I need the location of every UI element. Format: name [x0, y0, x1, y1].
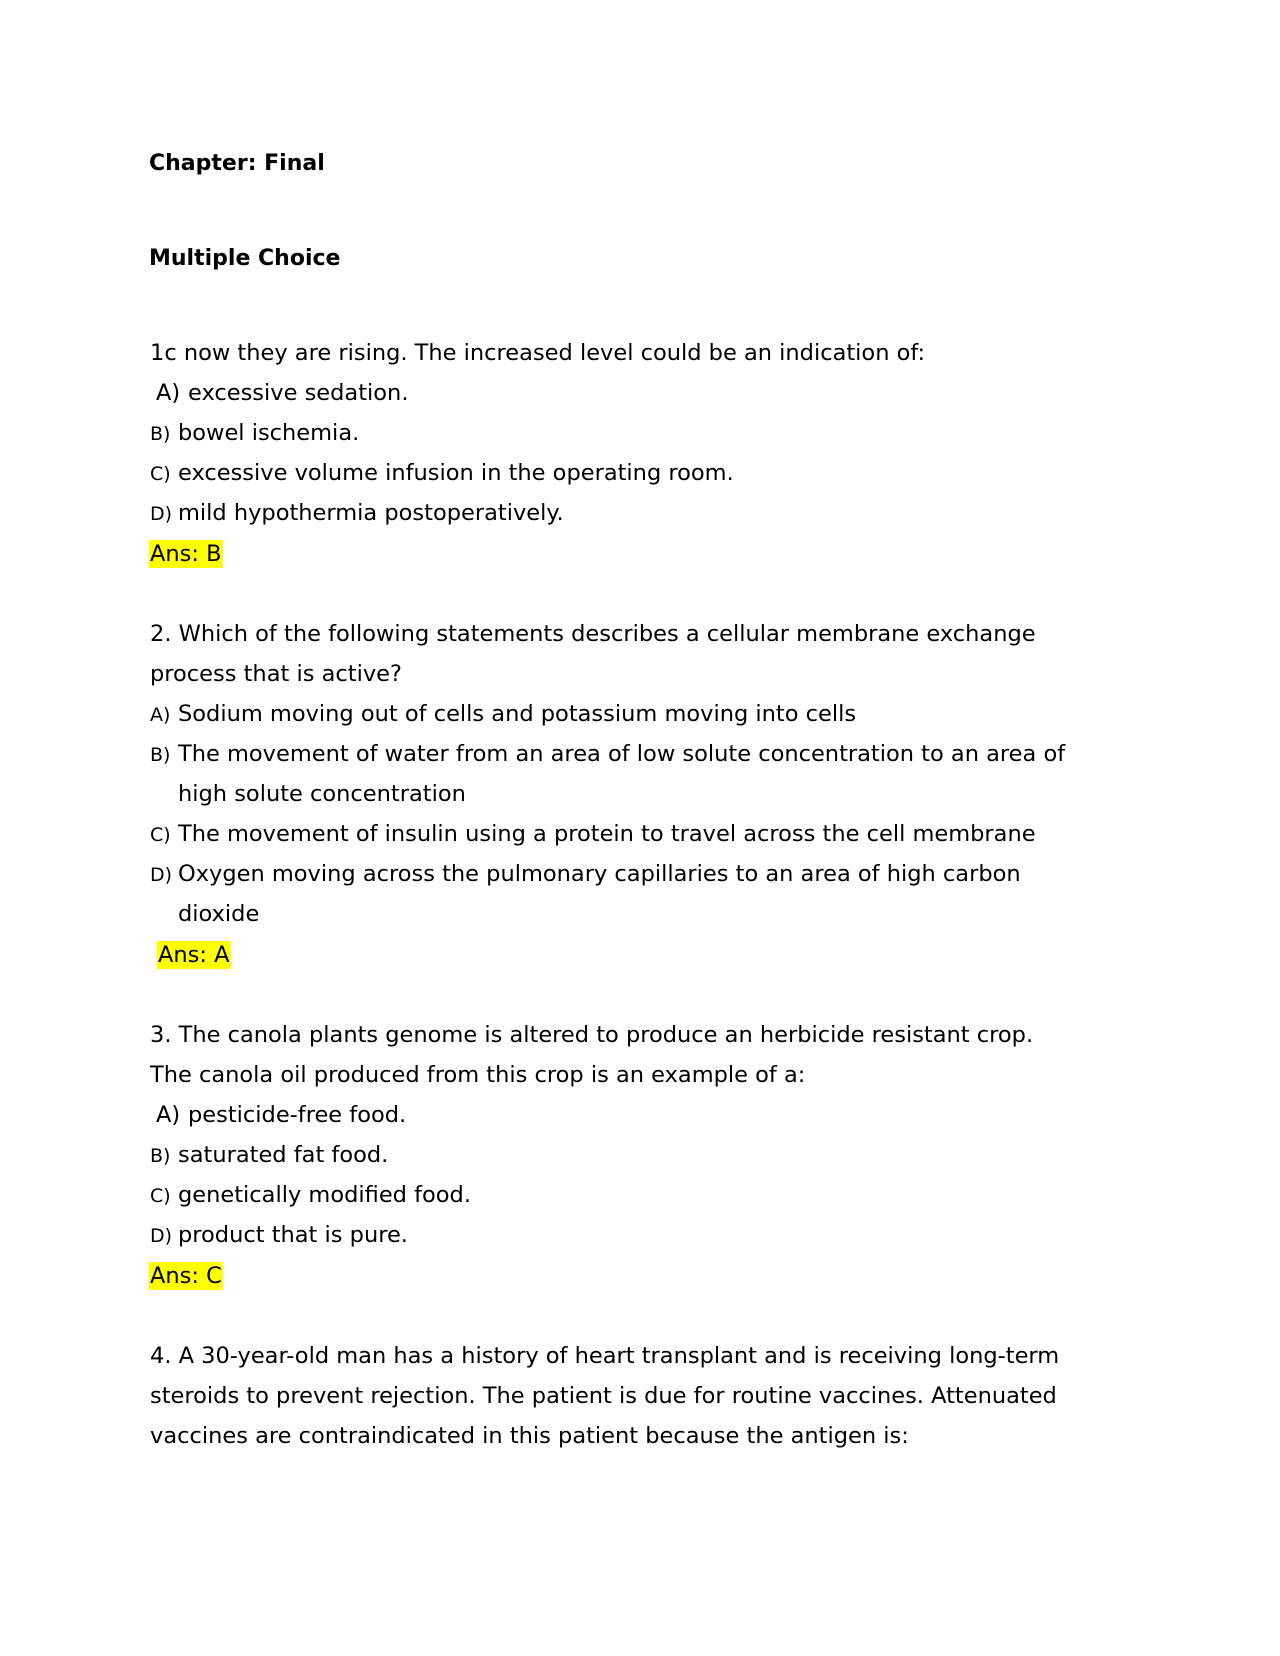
- option-text: excessive sedation.: [188, 380, 409, 406]
- option-text: saturated fat food.: [178, 1142, 389, 1168]
- option-letter: A): [156, 1102, 181, 1128]
- option-letter: B): [150, 1145, 171, 1167]
- question-3-answer: Ans: C: [150, 1263, 222, 1289]
- option-text: mild hypothermia postoperatively.: [178, 500, 564, 526]
- option-letter: A): [156, 380, 181, 406]
- question-2-stem-line-2: process that is active?: [150, 661, 402, 687]
- question-2-option-d-continued: dioxide: [178, 901, 260, 927]
- option-text: product that is pure.: [178, 1222, 408, 1248]
- question-2-option-c: [150, 819, 1036, 850]
- question-1-option-a: [150, 378, 408, 408]
- question-3-stem-line-2: The canola oil produced from this crop is an example of a:: [150, 1062, 806, 1088]
- question-1-answer: Ans: B: [150, 541, 222, 567]
- option-letter: B): [150, 744, 171, 766]
- option-text: pesticide-free food.: [188, 1102, 407, 1128]
- question-4-stem-line-1: 4. A 30-year-old man has a history of heart transplant and is receiving long-term: [150, 1343, 1060, 1369]
- option-letter: C): [150, 463, 171, 485]
- question-3-stem-line-1: 3. The canola plants genome is altered to produce an herbicide resistant crop.: [150, 1022, 1034, 1048]
- option-text: The movement of insulin using a protein to travel across the cell membrane: [178, 821, 1036, 847]
- question-2-option-b: [150, 739, 1065, 770]
- option-text: genetically modified food.: [178, 1182, 471, 1208]
- section-heading: Multiple Choice: [149, 246, 341, 271]
- question-4-stem-line-3: vaccines are contraindicated in this patient because the antigen is:: [150, 1423, 909, 1449]
- question-3-option-d: [150, 1220, 408, 1251]
- option-letter: D): [150, 503, 173, 525]
- question-1-stem: 1c now they are rising. The increased level could be an indication of:: [150, 340, 926, 366]
- option-letter: D): [150, 1225, 173, 1247]
- option-letter: D): [150, 864, 173, 886]
- option-letter: C): [150, 1185, 171, 1207]
- chapter-heading: Chapter: Final: [149, 151, 325, 176]
- question-2-stem-line-1: 2. Which of the following statements describes a cellular membrane exchange: [150, 621, 1036, 647]
- option-text: Oxygen moving across the pulmonary capillaries to an area of high carbon: [178, 861, 1021, 887]
- option-text: excessive volume infusion in the operating room.: [178, 460, 734, 486]
- option-letter: C): [150, 824, 171, 846]
- question-4-stem-line-2: steroids to prevent rejection. The patient is due for routine vaccines. Attenuated: [150, 1383, 1057, 1409]
- question-3-option-b: [150, 1140, 388, 1171]
- option-text: The movement of water from an area of low solute concentration to an area of: [178, 741, 1066, 767]
- question-2-option-a: [150, 699, 856, 730]
- option-text: Sodium moving out of cells and potassium moving into cells: [178, 701, 857, 727]
- question-1-option-b: [150, 418, 359, 449]
- question-2-option-d: [150, 859, 1021, 890]
- option-letter: B): [150, 423, 171, 445]
- question-3-option-c: [150, 1180, 471, 1211]
- question-1-option-c: [150, 458, 734, 489]
- question-2-option-b-continued: high solute concentration: [178, 781, 466, 807]
- option-letter: A): [150, 704, 171, 726]
- question-3-option-a: [150, 1100, 406, 1130]
- question-1-option-d: [150, 498, 564, 529]
- option-text: bowel ischemia.: [178, 420, 360, 446]
- question-2-answer: Ans: A: [158, 942, 230, 968]
